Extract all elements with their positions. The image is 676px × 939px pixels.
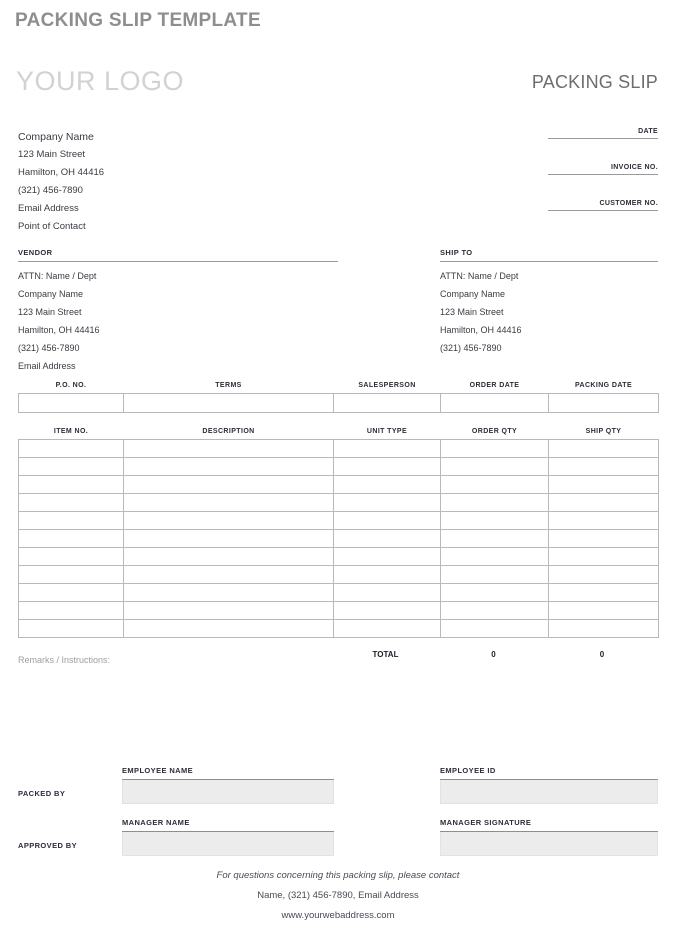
item-row-cell[interactable] xyxy=(334,566,441,584)
item-row-cell[interactable] xyxy=(19,476,124,494)
customer-no-field[interactable] xyxy=(548,200,658,211)
invoice-no-field[interactable] xyxy=(548,164,658,175)
total-order-qty: 0 xyxy=(491,650,496,659)
item-row-cell[interactable] xyxy=(124,494,334,512)
item-row-cell[interactable] xyxy=(549,476,659,494)
vendor-attn: ATTN: Name / Dept xyxy=(18,271,97,281)
item-row-cell[interactable] xyxy=(334,584,441,602)
manager-name-field[interactable] xyxy=(122,818,334,856)
company-point-of-contact: Point of Contact xyxy=(18,221,86,232)
item-row[interactable] xyxy=(19,548,659,566)
item-row-cell[interactable] xyxy=(19,512,124,530)
vendor-heading: VENDOR xyxy=(18,248,53,257)
header-unit-type: UNIT TYPE xyxy=(334,428,441,440)
date-field[interactable] xyxy=(548,128,658,139)
item-row-cell[interactable] xyxy=(441,512,549,530)
vendor-phone: (321) 456-7890 xyxy=(18,343,80,353)
item-row[interactable] xyxy=(19,476,659,494)
company-email: Email Address xyxy=(18,203,79,214)
ship-to-street: 123 Main Street xyxy=(440,307,504,317)
total-label: TOTAL xyxy=(372,650,399,659)
item-row-cell[interactable] xyxy=(124,440,334,458)
manager-signature-label: MANAGER SIGNATURE xyxy=(440,818,532,827)
item-row[interactable] xyxy=(19,494,659,512)
ship-to-company: Company Name xyxy=(440,289,506,299)
invoice-no-input-rule[interactable] xyxy=(548,174,658,175)
company-logo-placeholder: YOUR LOGO xyxy=(16,66,185,96)
item-row-cell[interactable] xyxy=(549,584,659,602)
item-row-cell[interactable] xyxy=(19,620,124,638)
company-city-state-zip: Hamilton, OH 44416 xyxy=(18,167,105,178)
order-info-header-row xyxy=(19,382,659,394)
item-row-cell[interactable] xyxy=(441,476,549,494)
item-row-cell[interactable] xyxy=(441,566,549,584)
item-row-cell[interactable] xyxy=(549,440,659,458)
item-row-cell[interactable] xyxy=(334,620,441,638)
item-row-cell[interactable] xyxy=(334,458,441,476)
item-row-cell[interactable] xyxy=(334,476,441,494)
date-input-rule[interactable] xyxy=(548,138,658,139)
item-row-cell[interactable] xyxy=(334,548,441,566)
item-row-cell[interactable] xyxy=(124,602,334,620)
footer-question-line: For questions concerning this packing slip, please contact xyxy=(216,870,460,881)
ship-to-block xyxy=(440,248,658,357)
item-row[interactable] xyxy=(19,584,659,602)
company-address-block xyxy=(18,128,318,236)
item-row-cell[interactable] xyxy=(549,458,659,476)
item-row-cell[interactable] xyxy=(441,458,549,476)
order-info-row-cell[interactable] xyxy=(441,394,549,413)
order-info-table xyxy=(18,382,659,413)
order-info-row-cell[interactable] xyxy=(19,394,124,413)
item-row-cell[interactable] xyxy=(124,476,334,494)
item-row-cell[interactable] xyxy=(124,566,334,584)
vendor-block xyxy=(18,248,338,375)
footer-website: www.yourwebaddress.com xyxy=(281,910,395,921)
item-row-cell[interactable] xyxy=(549,530,659,548)
item-row-cell[interactable] xyxy=(549,548,659,566)
ship-to-heading: SHIP TO xyxy=(440,248,473,257)
item-row-cell[interactable] xyxy=(19,584,124,602)
customer-no-label: CUSTOMER NO. xyxy=(599,200,658,207)
header-po-no: P.O. NO. xyxy=(19,382,124,394)
employee-id-label: EMPLOYEE ID xyxy=(440,766,496,775)
header-item-no: ITEM NO. xyxy=(19,428,124,440)
vendor-city-state-zip: Hamilton, OH 44416 xyxy=(18,325,100,335)
item-row-cell[interactable] xyxy=(334,494,441,512)
vendor-company: Company Name xyxy=(18,289,84,299)
header-salesperson: SALESPERSON xyxy=(334,382,441,394)
item-row-cell[interactable] xyxy=(549,566,659,584)
company-street: 123 Main Street xyxy=(18,149,86,160)
item-row[interactable] xyxy=(19,440,659,458)
item-row-cell[interactable] xyxy=(441,494,549,512)
ship-to-attn: ATTN: Name / Dept xyxy=(440,271,519,281)
item-row-cell[interactable] xyxy=(19,602,124,620)
item-row-cell[interactable] xyxy=(441,440,549,458)
item-row-cell[interactable] xyxy=(19,530,124,548)
item-row-cell[interactable] xyxy=(334,530,441,548)
vendor-street: 123 Main Street xyxy=(18,307,82,317)
date-label: DATE xyxy=(638,128,658,135)
item-row-cell[interactable] xyxy=(441,548,549,566)
item-row-cell[interactable] xyxy=(124,584,334,602)
item-row-cell[interactable] xyxy=(549,602,659,620)
manager-signature-input[interactable] xyxy=(440,832,658,856)
employee-name-field[interactable] xyxy=(122,766,334,804)
item-row-cell[interactable] xyxy=(19,548,124,566)
item-row-cell[interactable] xyxy=(124,620,334,638)
item-row[interactable] xyxy=(19,620,659,638)
item-row-cell[interactable] xyxy=(441,584,549,602)
manager-signature-field[interactable] xyxy=(440,818,658,856)
item-header-row xyxy=(19,428,659,440)
customer-no-input-rule[interactable] xyxy=(548,210,658,211)
totals-row xyxy=(18,650,658,664)
total-ship-qty: 0 xyxy=(599,650,605,659)
footer-contact-block xyxy=(0,866,676,926)
invoice-no-label: INVOICE NO. xyxy=(610,164,658,171)
item-row-cell[interactable] xyxy=(124,548,334,566)
item-row-cell[interactable] xyxy=(334,602,441,620)
item-row-cell[interactable] xyxy=(124,512,334,530)
order-info-row-cell[interactable] xyxy=(549,394,659,413)
item-row-cell[interactable] xyxy=(334,512,441,530)
item-row[interactable] xyxy=(19,602,659,620)
employee-name-label: EMPLOYEE NAME xyxy=(122,766,194,775)
item-row-cell[interactable] xyxy=(549,494,659,512)
order-info-row-cell[interactable] xyxy=(334,394,441,413)
footer-contact-line: Name, (321) 456-7890, Email Address xyxy=(257,890,419,901)
header-terms: TERMS xyxy=(124,382,334,394)
item-row-cell[interactable] xyxy=(19,440,124,458)
item-row-cell[interactable] xyxy=(19,566,124,584)
item-row[interactable] xyxy=(19,458,659,476)
employee-id-field[interactable] xyxy=(440,766,658,804)
item-row-cell[interactable] xyxy=(441,530,549,548)
header-order-qty: ORDER QTY xyxy=(441,428,549,440)
item-row-cell[interactable] xyxy=(441,602,549,620)
page-title: PACKING SLIP TEMPLATE xyxy=(15,10,261,31)
item-row[interactable] xyxy=(19,566,659,584)
employee-name-input[interactable] xyxy=(122,780,334,804)
vendor-email: Email Address xyxy=(18,361,76,371)
item-row-cell[interactable] xyxy=(334,440,441,458)
employee-id-input[interactable] xyxy=(440,780,658,804)
ship-to-city-state-zip: Hamilton, OH 44416 xyxy=(440,325,522,335)
remarks-label: Remarks / Instructions: xyxy=(18,655,111,665)
item-row-cell[interactable] xyxy=(441,620,549,638)
document-type-title: PACKING SLIP xyxy=(531,72,658,92)
approved-by-label: APPROVED BY xyxy=(18,841,77,850)
header-ship-qty: SHIP QTY xyxy=(549,428,659,440)
item-row-cell[interactable] xyxy=(19,458,124,476)
company-phone: (321) 456-7890 xyxy=(18,185,83,196)
item-row-cell[interactable] xyxy=(124,458,334,476)
item-table xyxy=(18,428,659,638)
ship-to-heading-rule xyxy=(440,261,658,262)
ship-to-phone: (321) 456-7890 xyxy=(440,343,502,353)
order-info-row-cell[interactable] xyxy=(124,394,334,413)
order-info-row[interactable] xyxy=(19,394,659,413)
company-name: Company Name xyxy=(18,131,94,143)
packed-by-label: PACKED BY xyxy=(18,789,66,798)
item-row-cell[interactable] xyxy=(549,512,659,530)
item-row-cell[interactable] xyxy=(549,620,659,638)
vendor-heading-rule xyxy=(18,261,338,262)
item-row-cell[interactable] xyxy=(124,530,334,548)
manager-name-label: MANAGER NAME xyxy=(122,818,190,827)
item-row-cell[interactable] xyxy=(19,494,124,512)
header-description: DESCRIPTION xyxy=(124,428,334,440)
item-row[interactable] xyxy=(19,512,659,530)
item-row[interactable] xyxy=(19,530,659,548)
header-order-date: ORDER DATE xyxy=(441,382,549,394)
header-packing-date: PACKING DATE xyxy=(549,382,659,394)
manager-name-input[interactable] xyxy=(122,832,334,856)
